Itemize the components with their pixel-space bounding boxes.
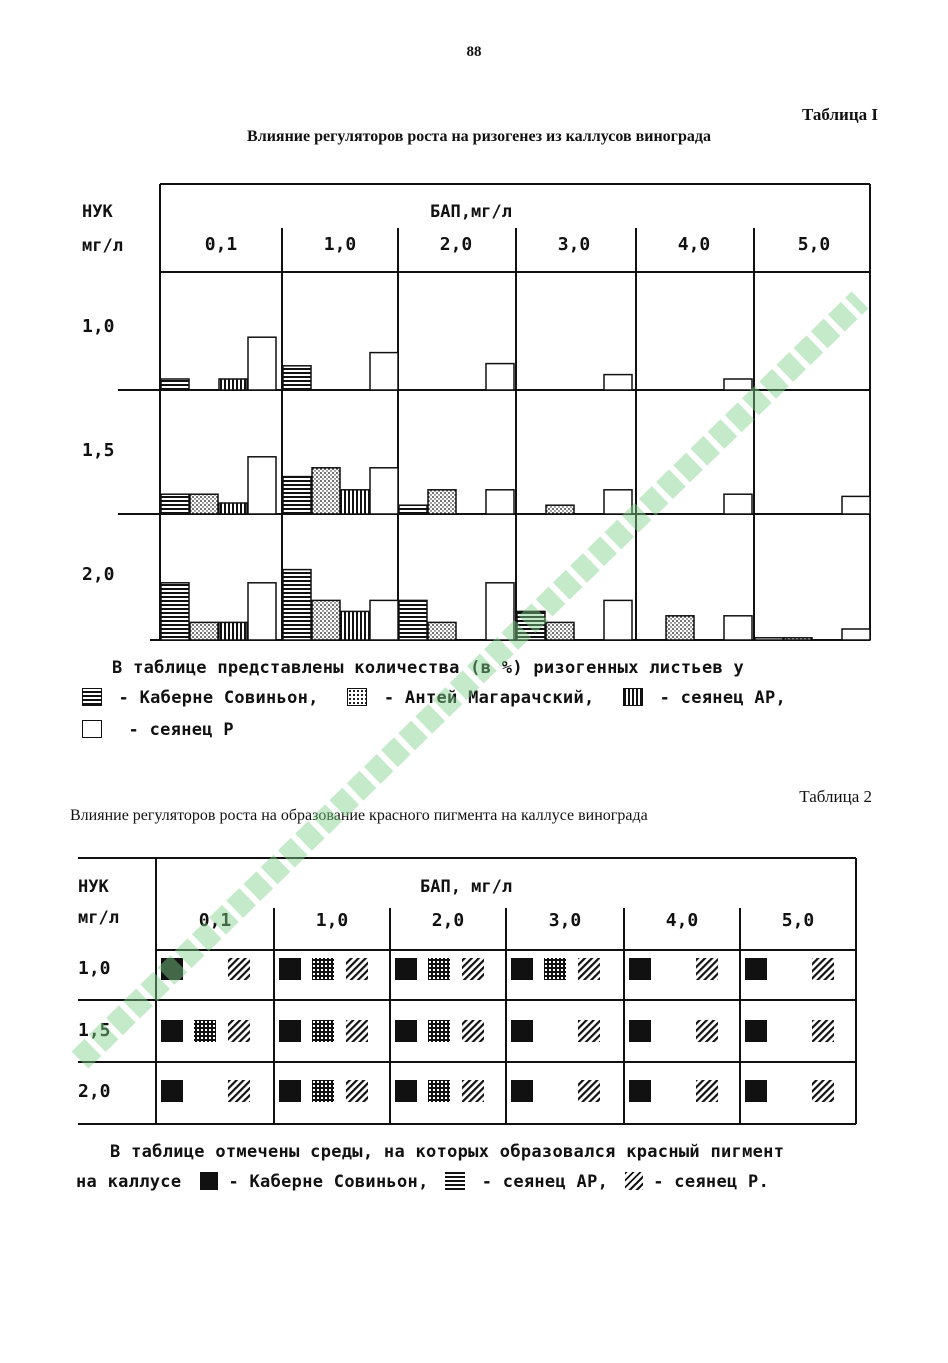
table1-col-4: 4,0 — [677, 234, 711, 255]
table2-col-3: 3,0 — [548, 910, 582, 931]
table2-col-2: 2,0 — [431, 910, 465, 931]
mark-seyanets-ar — [194, 1020, 216, 1042]
mark-kaberne — [629, 1080, 651, 1102]
legend-label-1: - Антей Магарачский, — [383, 688, 595, 708]
mark-seyanets-r — [812, 1080, 834, 1102]
mark-seyanets-ar — [428, 1080, 450, 1102]
mark-kaberne — [161, 958, 183, 980]
mark-seyanets-r — [228, 1080, 250, 1102]
table2-legend-label-2: - сеянец Р. — [653, 1172, 770, 1192]
mark-kaberne — [511, 1020, 533, 1042]
legend-diagonal-hatch-icon — [625, 1172, 643, 1190]
mark-seyanets-r — [228, 1020, 250, 1042]
table1-note: В таблице представлены количества (в %) ризогенных листьев у — [112, 658, 745, 678]
mark-kaberne — [161, 1080, 183, 1102]
table1-row-header-1: НУК — [82, 202, 113, 222]
mark-kaberne — [161, 1020, 183, 1042]
mark-seyanets-r — [812, 958, 834, 980]
mark-seyanets-r — [696, 1020, 718, 1042]
table1-col-5: 5,0 — [797, 234, 831, 255]
page-number: 88 — [466, 44, 482, 60]
table2-title: Влияние регуляторов роста на образование красного пигмента на каллусе винограда — [70, 807, 648, 824]
table2-row-2: 2,0 — [78, 1081, 111, 1102]
table1-col-2: 2,0 — [439, 234, 473, 255]
mark-kaberne — [279, 958, 301, 980]
legend-label-0: - Каберне Совиньон, — [118, 688, 319, 708]
table2-note-prefix: на каллусе — [76, 1172, 182, 1192]
mark-kaberne — [629, 1020, 651, 1042]
table1-col-1: 1,0 — [323, 234, 357, 255]
table2-col-4: 4,0 — [665, 910, 699, 931]
mark-seyanets-ar — [544, 958, 566, 980]
table1-col-0: 0,1 — [204, 234, 238, 255]
mark-kaberne — [279, 1080, 301, 1102]
table1-row-0: 1,0 — [82, 316, 115, 337]
table1-col-3: 3,0 — [557, 234, 591, 255]
mark-seyanets-r — [812, 1020, 834, 1042]
legend-label-2: - сеянец АР, — [659, 688, 787, 708]
mark-seyanets-r — [578, 1080, 600, 1102]
legend-label-3: - сеянец Р — [128, 720, 234, 740]
mark-seyanets-r — [462, 1080, 484, 1102]
table2-legend-label-0: - Каберне Совиньон, — [228, 1172, 429, 1192]
mark-seyanets-r — [696, 958, 718, 980]
mark-kaberne — [629, 958, 651, 980]
table2-col-1: 1,0 — [315, 910, 349, 931]
mark-seyanets-r — [578, 958, 600, 980]
mark-seyanets-ar — [312, 1080, 334, 1102]
table2-note: В таблице отмечены среды, на которых образовался красный пигмент — [110, 1142, 785, 1162]
legend-grid-square-icon — [445, 1172, 465, 1190]
mark-kaberne — [745, 1080, 767, 1102]
mark-seyanets-ar — [428, 1020, 450, 1042]
mark-kaberne — [395, 1080, 417, 1102]
table2-col-0: 0,1 — [198, 910, 232, 931]
table2-row-header-1: НУК — [78, 877, 109, 897]
mark-kaberne — [511, 958, 533, 980]
table2-col-header: БАП, мг/л — [420, 877, 513, 897]
table2-row-1: 1,5 — [78, 1020, 111, 1041]
mark-seyanets-r — [462, 958, 484, 980]
legend-solid-square-icon — [200, 1172, 218, 1190]
mark-seyanets-r — [346, 1020, 368, 1042]
table2-label: Таблица 2 — [799, 787, 872, 806]
table1-row-1: 1,5 — [82, 440, 115, 461]
mark-kaberne — [745, 1020, 767, 1042]
table1-col-header: БАП,мг/л — [430, 202, 512, 222]
mark-seyanets-r — [346, 1080, 368, 1102]
mark-kaberne — [395, 1020, 417, 1042]
mark-seyanets-ar — [312, 958, 334, 980]
table1-row-2: 2,0 — [82, 564, 115, 585]
mark-seyanets-ar — [312, 1020, 334, 1042]
mark-seyanets-r — [462, 1020, 484, 1042]
mark-seyanets-r — [578, 1020, 600, 1042]
table2-row-0: 1,0 — [78, 958, 111, 979]
table1-title: Влияние регуляторов роста на ризогенез из каллусов винограда — [247, 128, 711, 145]
mark-kaberne — [279, 1020, 301, 1042]
table1-row-header-2: мг/л — [82, 236, 123, 256]
table2-legend-label-1: - сеянец АР, — [481, 1172, 609, 1192]
mark-kaberne — [745, 958, 767, 980]
mark-kaberne — [395, 958, 417, 980]
mark-seyanets-r — [346, 958, 368, 980]
mark-seyanets-r — [228, 958, 250, 980]
table2-col-5: 5,0 — [781, 910, 815, 931]
mark-seyanets-r — [696, 1080, 718, 1102]
table2-row-header-2: мг/л — [78, 908, 119, 928]
table2-legend-line — [76, 1172, 769, 1192]
mark-seyanets-ar — [428, 958, 450, 980]
mark-kaberne — [511, 1080, 533, 1102]
table1-label: Таблица I — [802, 105, 878, 124]
